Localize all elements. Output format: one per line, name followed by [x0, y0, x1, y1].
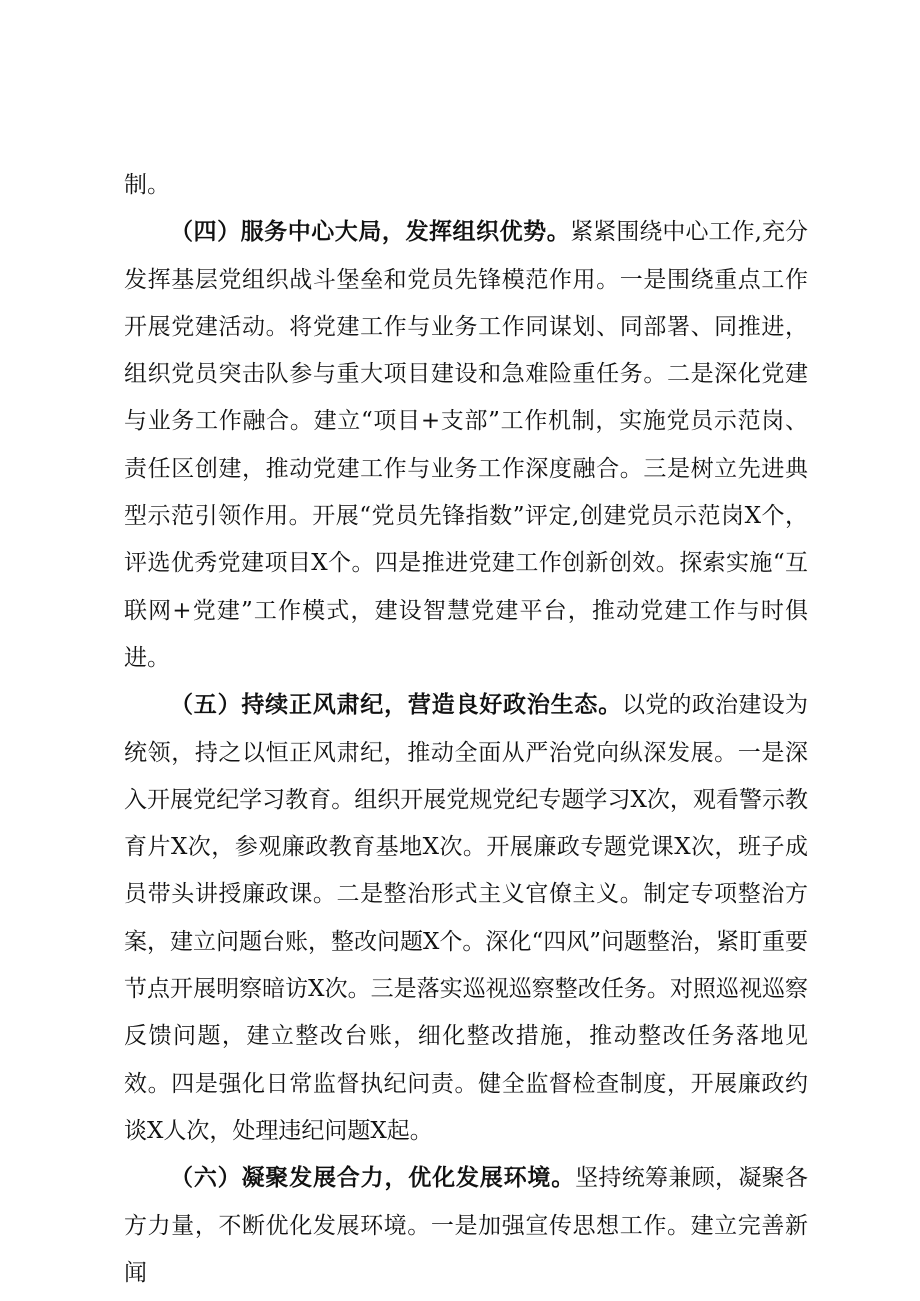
paragraph-body: 制。: [124, 172, 170, 198]
section-heading: （六）凝聚发展合力，优化发展环境。: [170, 1165, 576, 1192]
paragraph-body: 坚持统筹兼顾，凝聚各方力量，不断优化发展环境。一是加强宣传思想工作。建立完善新闻: [124, 1165, 809, 1286]
paragraph-section-4: [124, 209, 808, 682]
section-heading: （四）服务中心大局，发挥组织优势。: [170, 219, 571, 246]
section-heading: （五）持续正风肃纪，营造良好政治生态。: [170, 692, 622, 719]
paragraph-body: 以党的政治建设为统领，持之以恒正风肃纪，推动全面从严治党向纵深发展。一是深入开展党纪学习教育。组织开展党规党纪专题学习X次，观看警示教育片X次，参观廉政教育基地X次。开展廉政专题党课X次，班子成员带头讲授廉政课。二是整治形式主义官僚主义。制定专项整治方案，建立问题台账，整改问题X个。深化“四风”问题整治，紧盯重要节点开展明察暗访X次。三是落实巡视巡察整改任务。对照巡视巡察反馈问题，建立整改台账，细化整改措施，推动整改任务落地见效。四是强化日常监督执纪问责。健全监督检查制度，开展廉政约谈X人次，处理违纪问题X起。: [124, 692, 809, 1144]
paragraph-section-5: [124, 682, 808, 1155]
paragraph-body: 紧紧围绕中心工作,充分发挥基层党组织战斗堡垒和党员先锋模范作用。一是围绕重点工作开展党建活动。将党建工作与业务工作同谋划、同部署、同推进，组织党员突击队参与重大项目建设和急难险重任务。二是深化党建与业务工作融合。建立“项目+支部”工作机制，实施党员示范岗、责任区创建，推动党建工作与业务工作深度融合。三是树立先进典型示范引领作用。开展“党员先锋指数”评定,创建党员示范岗X个，评选优秀党建项目X个。四是推进党建工作创新创效。探索实施“互联网+党建”工作模式，建设智慧党建平台，推动党建工作与时俱进。: [124, 219, 809, 671]
paragraph-section-6: [124, 1155, 808, 1297]
paragraph-continuation: [124, 162, 808, 209]
document-body: [124, 162, 808, 1297]
